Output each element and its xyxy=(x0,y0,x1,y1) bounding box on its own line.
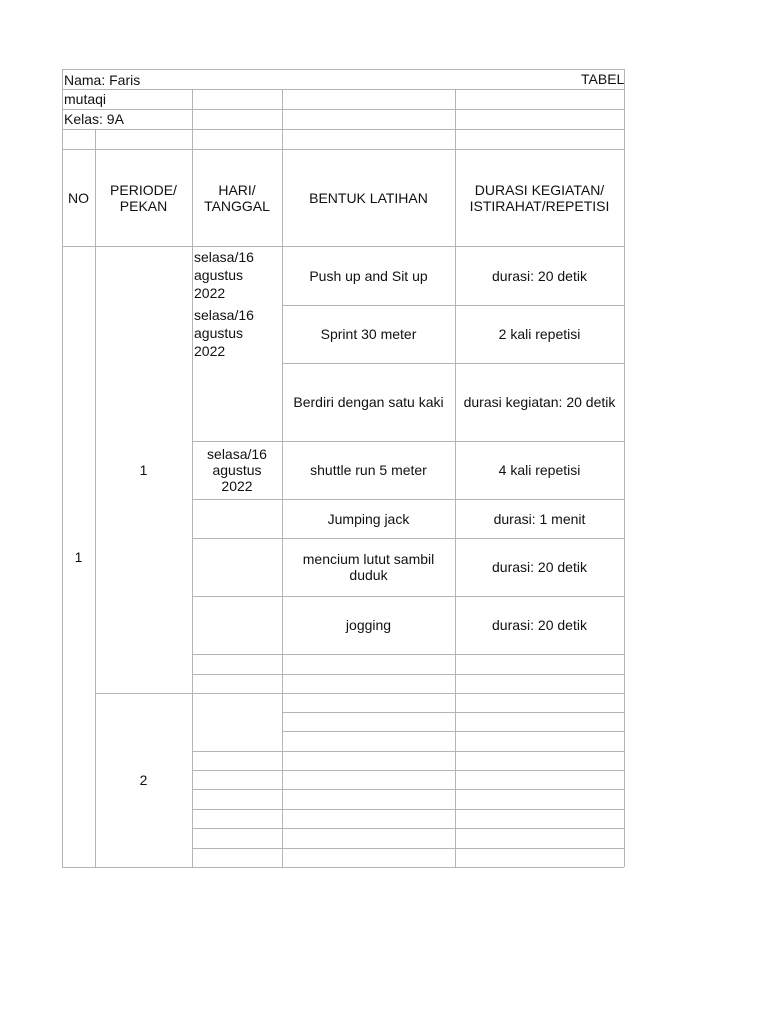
date-2-line1: selasa/16 xyxy=(194,307,254,323)
durasi-text: durasi: 20 detik xyxy=(492,267,587,284)
date-2-line3: 2022 xyxy=(194,343,226,359)
period-2-value: 2 xyxy=(139,772,148,788)
grid-line xyxy=(192,751,624,752)
durasi-cell xyxy=(455,499,624,538)
grid-line xyxy=(192,848,624,849)
grid-line xyxy=(62,109,624,110)
bentuk-text: shuttle run 5 meter xyxy=(310,462,427,478)
durasi-text: 4 kali repetisi xyxy=(498,462,581,478)
grid-line xyxy=(192,770,624,771)
student-name-continued: mutaqi xyxy=(64,91,107,107)
bentuk-cell xyxy=(282,246,455,305)
bentuk-text: Push up and Sit up xyxy=(309,267,428,284)
header-no xyxy=(62,149,95,246)
header-durasi-line1: DURASI KEGIATAN/ xyxy=(474,181,605,198)
header-no-label: NO xyxy=(68,189,89,206)
table-title: TABEL xyxy=(581,71,625,87)
durasi-text: durasi: 20 detik xyxy=(492,559,587,575)
durasi-cell xyxy=(455,363,624,441)
grid-line xyxy=(624,69,625,867)
bentuk-text: Sprint 30 meter xyxy=(320,326,417,342)
header-bentuk-label: BENTUK LATIHAN xyxy=(309,189,428,206)
grid-line xyxy=(62,69,624,70)
date-1-line2: agustus xyxy=(194,267,244,283)
period-2-cell xyxy=(95,693,192,867)
header-durasi-line2: ISTIRAHAT/REPETISI xyxy=(469,197,610,214)
header-periode xyxy=(95,149,192,246)
durasi-text: durasi: 1 menit xyxy=(493,510,586,527)
no-cell xyxy=(62,246,95,867)
date-1-line3: 2022 xyxy=(194,285,226,301)
date-2-line2: agustus xyxy=(194,325,244,341)
grid-line xyxy=(62,867,624,868)
grid-line xyxy=(192,654,624,655)
bentuk-cell xyxy=(282,363,455,441)
no-value: 1 xyxy=(74,548,83,565)
date-3-line1: selasa/16 xyxy=(207,446,267,462)
bentuk-text: Jumping jack xyxy=(327,510,410,527)
durasi-cell xyxy=(455,596,624,654)
bentuk-text: jogging xyxy=(345,617,392,633)
class-label: Kelas: 9A xyxy=(64,111,124,127)
bentuk-cell xyxy=(282,441,455,499)
grid-line xyxy=(62,89,624,90)
header-bentuk xyxy=(282,149,455,246)
date-3-line3: 2022 xyxy=(221,478,253,494)
grid-line xyxy=(192,809,624,810)
header-periode-line1: PERIODE/ xyxy=(110,181,177,198)
durasi-text: 2 kali repetisi xyxy=(498,326,581,342)
grid-line xyxy=(282,731,624,732)
bentuk-text: Berdiri dengan satu kaki xyxy=(293,394,444,410)
bentuk-cell xyxy=(282,596,455,654)
durasi-cell xyxy=(455,441,624,499)
header-durasi xyxy=(455,149,624,246)
bentuk-text-line1: mencium lutut sambil xyxy=(302,551,435,567)
bentuk-cell xyxy=(282,499,455,538)
student-name-label: Nama: Faris xyxy=(64,72,141,88)
header-periode-line2: PEKAN xyxy=(119,197,168,214)
durasi-text: durasi kegiatan: 20 detik xyxy=(463,394,616,410)
grid-line xyxy=(62,129,624,130)
header-hari-line1: HARI/ xyxy=(218,181,256,198)
date-cell-1 xyxy=(192,246,282,441)
period-1-cell xyxy=(95,246,192,693)
date-3-line2: agustus xyxy=(212,462,262,478)
header-hari-line2: TANGGAL xyxy=(204,197,270,214)
durasi-cell xyxy=(455,246,624,305)
bentuk-text-line2: duduk xyxy=(349,567,388,583)
bentuk-cell xyxy=(282,305,455,363)
header-hari xyxy=(192,149,282,246)
grid-line xyxy=(282,712,624,713)
period-1-value: 1 xyxy=(139,461,148,478)
durasi-cell xyxy=(455,305,624,363)
date-1-line1: selasa/16 xyxy=(194,249,254,265)
bentuk-cell xyxy=(282,538,455,596)
grid-line xyxy=(192,789,624,790)
grid-line xyxy=(192,828,624,829)
durasi-cell xyxy=(455,538,624,596)
exercise-table xyxy=(62,69,624,867)
durasi-text: durasi: 20 detik xyxy=(492,617,587,633)
date-cell-3 xyxy=(192,441,282,499)
grid-line xyxy=(192,674,624,675)
